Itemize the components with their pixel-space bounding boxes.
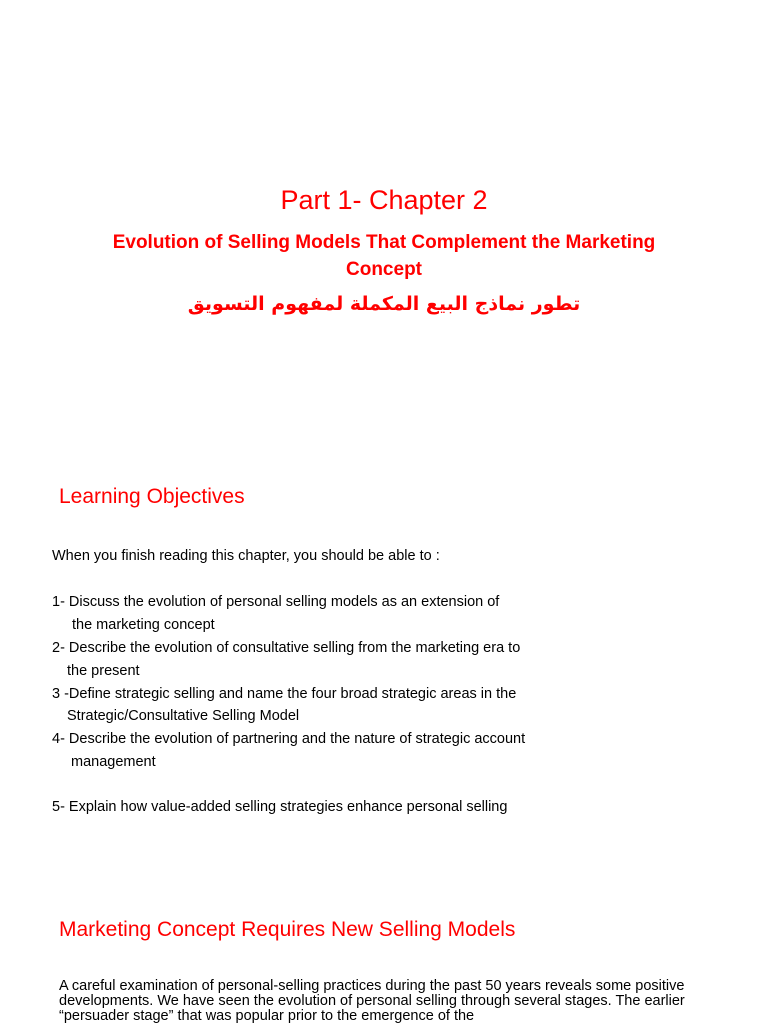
objective-3-line-1: 3 -Define strategic selling and name the four broad strategic areas in the xyxy=(52,686,517,702)
objective-1-line-1: 1- Discuss the evolution of personal selling models as an extension of xyxy=(52,594,500,610)
objective-4-line-2: management xyxy=(71,754,156,770)
objective-2-line-2: the present xyxy=(67,663,140,679)
marketing-concept-paragraph: A careful examination of personal-selling practices during the past 50 years reveals some positive developments. We have seen the evolution of personal selling through several stages. The earlier “persuader stage” that was popular prior to the emergence of the xyxy=(59,978,685,1024)
objective-5-line-1: 5- Explain how value-added selling strategies enhance personal selling xyxy=(52,799,508,815)
learning-objectives-heading: Learning Objectives xyxy=(59,485,245,508)
objective-3-line-2: Strategic/Consultative Selling Model xyxy=(67,708,300,724)
chapter-subtitle: Evolution of Selling Models That Complement the Marketing Concept xyxy=(112,232,656,280)
marketing-concept-heading: Marketing Concept Requires New Selling Models xyxy=(59,918,516,941)
objective-2-line-1: 2- Describe the evolution of consultative selling from the marketing era to xyxy=(52,640,521,656)
chapter-subtitle-arabic: تطور نماذج البيع المكملة لمفهوم التسويق xyxy=(187,293,581,315)
objective-1-line-2: the marketing concept xyxy=(72,617,215,633)
learning-objectives-intro: When you finish reading this chapter, you should be able to : xyxy=(52,548,440,564)
chapter-title: Part 1- Chapter 2 xyxy=(280,185,488,215)
objective-4-line-1: 4- Describe the evolution of partnering and the nature of strategic account xyxy=(52,731,526,747)
